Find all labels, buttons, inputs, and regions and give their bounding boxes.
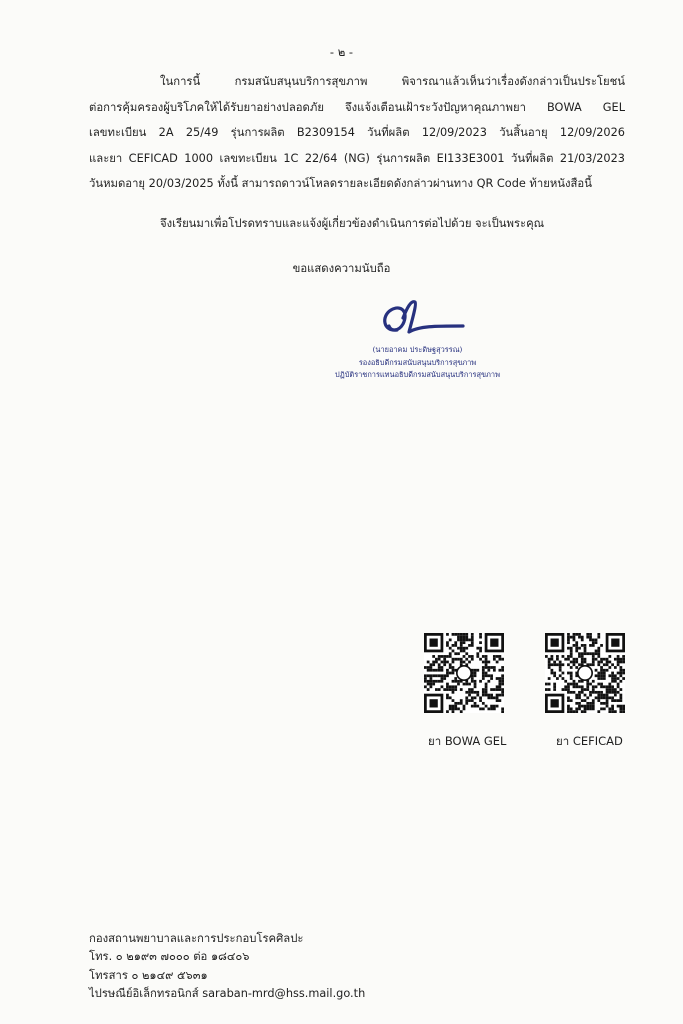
signatory-position-1: รองอธิบดีกรมสนับสนุนบริการสุขภาพ — [358, 357, 477, 367]
body-line-1: ในการนี้ กรมสนับสนุนบริการสุขภาพ พิจารณาแล้วเห็นว่าเรื่องดังกล่าวเป็นประโยชน์ — [160, 75, 625, 88]
body-line-5: วันหมดอายุ 20/03/2025 ทั้งนี้ สามารถดาวน์โหลดรายละเอียดดังกล่าวผ่านทาง QR Code ท้ายหนังสือนี้ — [89, 177, 592, 190]
regards: ขอแสดงความนับถือ — [292, 262, 391, 275]
footer-phone: โทร. ๐ ๒๑๙๓ ๗๐๐๐ ต่อ ๑๘๔๐๖ — [89, 950, 250, 964]
signatory-name: (นายอาคม ประดิษฐสุวรรณ) — [372, 345, 463, 354]
qr-label-ceficad: ยา CEFICAD — [556, 734, 623, 748]
handwritten-signature — [375, 296, 465, 344]
qr-code-icon — [424, 633, 504, 713]
footer-department: กองสถานพยาบาลและการประกอบโรคศิลปะ — [89, 932, 304, 945]
qr-code-icon — [545, 633, 625, 713]
signatory-position-2: ปฏิบัติราชการแทนอธิบดีกรมสนับสนุนบริการสุขภาพ — [335, 370, 500, 379]
body-line-3: เลขทะเบียน 2A 25/49 รุ่นการผลิต B2309154 วันที่ผลิต 12/09/2023 วันสิ้นอายุ 12/09/2026 — [89, 126, 625, 139]
closing-sentence: จึงเรียนมาเพื่อโปรดทราบและแจ้งผู้เกี่ยวข้องดำเนินการต่อไปด้วย จะเป็นพระคุณ — [160, 217, 545, 230]
qr-code-bowa-gel[interactable] — [424, 633, 504, 713]
body-line-4: และยา CEFICAD 1000 เลขทะเบียน 1C 22/64 (NG) รุ่นการผลิต EI133E3001 วันที่ผลิต 21/03/2023 — [89, 151, 625, 165]
footer-email: ไปรษณีย์อิเล็กทรอนิกส์ saraban-mrd@hss.mail.go.th — [89, 986, 366, 1000]
qr-label-bowa-gel: ยา BOWA GEL — [428, 734, 507, 748]
page-number: - ๒ - — [329, 45, 354, 59]
body-paragraph — [89, 69, 625, 197]
footer-fax: โทรสาร ๐ ๒๑๔๙ ๕๖๓๑ — [89, 968, 208, 982]
footer-contact — [89, 930, 365, 1003]
signatory-block — [300, 344, 535, 382]
body-line-2: ต่อการคุ้มครองผู้บริโภคให้ได้รับยาอย่างปลอดภัย จึงแจ้งเตือนเฝ้าระวังปัญหาคุณภาพยา BOWA GEL — [89, 100, 625, 114]
qr-code-ceficad[interactable] — [545, 633, 625, 713]
